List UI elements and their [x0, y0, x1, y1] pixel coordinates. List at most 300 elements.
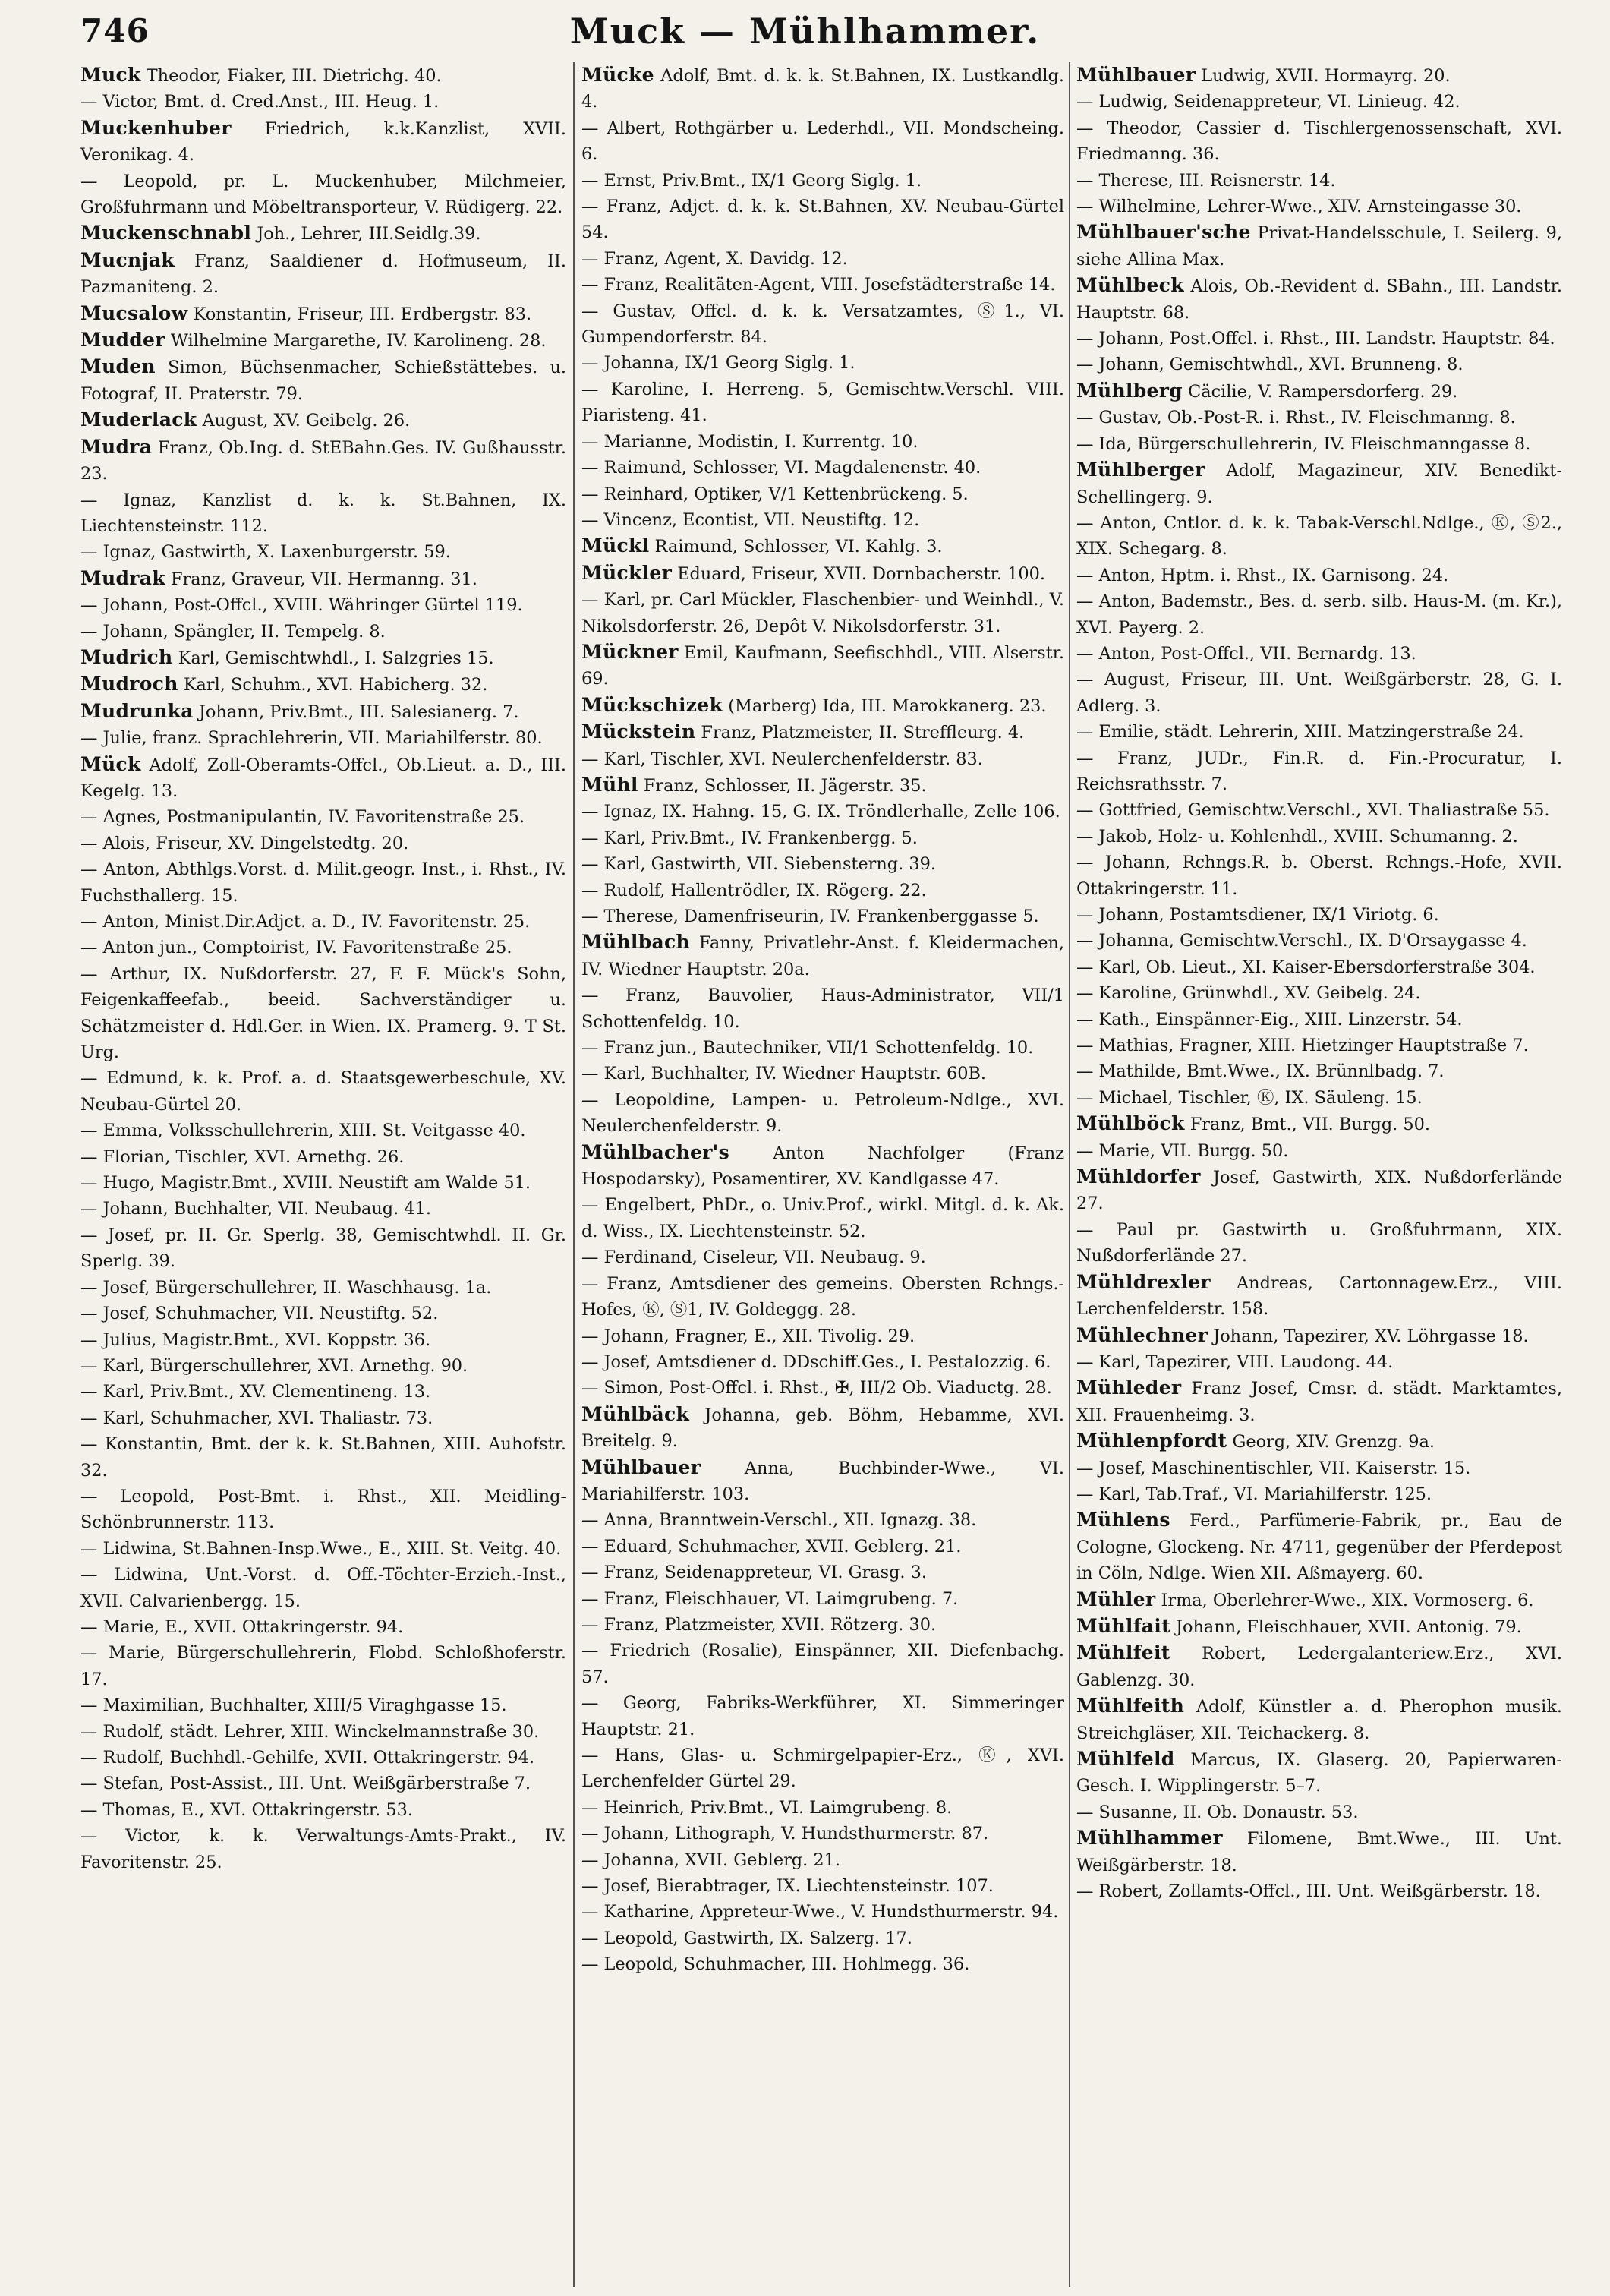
entry-text: — Hugo, Magistr.Bmt., XVIII. Neustift am Walde 51.: [80, 1173, 531, 1194]
entry-text: Wilhelmine Margarethe, IV. Karolineng. 28.: [170, 331, 547, 352]
entry-text: — Josef, Bierabtrager, IX. Liechtensteinstr. 107.: [581, 1876, 994, 1897]
entry-text: — Anton, Abthlgs.Vorst. d. Milit.geogr. Inst., i. Rhst., IV. Fuchsthallerg. 15.: [80, 859, 566, 906]
entry-text: — Karl, pr. Carl Mückler, Flaschenbier- und Weinhdl., V. Nikolsdorferstr. 26, Depôt V. Nikolsdorferstr. 31.: [581, 590, 1064, 636]
directory-entry: [581, 1140, 1064, 1193]
directory-sub-entry: [80, 1614, 566, 1640]
directory-entry: [1076, 1507, 1562, 1586]
directory-sub-entry: [581, 851, 1064, 877]
entry-surname: Mühleder: [1076, 1377, 1182, 1399]
directory-entry: [80, 220, 566, 247]
directory-sub-entry: [80, 89, 566, 115]
entry-text: — Ignaz, Gastwirth, X. Laxenburgerstr. 59.: [80, 542, 451, 563]
directory-entry: [581, 639, 1064, 692]
entry-surname: Mudrich: [80, 645, 173, 668]
entry-text: Adolf, Künstler a. d. Pherophon musik. Streichgläser, XII. Teichackerg. 8.: [1076, 1697, 1562, 1743]
directory-sub-entry: [80, 831, 566, 856]
entry-surname: Mühldorfer: [1076, 1165, 1201, 1188]
entry-text: — Franz, Seidenappreteur, VI. Grasg. 3.: [581, 1563, 928, 1583]
entry-text: — Johann, Fragner, E., XII. Tivolig. 29.: [581, 1326, 915, 1346]
directory-sub-entry: [80, 1301, 566, 1326]
entry-text: Johann, Priv.Bmt., III. Salesianerg. 7.: [198, 702, 519, 722]
entry-text: — Ludwig, Seidenappreteur, VI. Linieug. 42.: [1076, 92, 1460, 112]
entry-surname: Mühlbeck: [1076, 274, 1184, 297]
directory-sub-entry: [581, 1795, 1064, 1821]
entry-text: — Karl, Gastwirth, VII. Siebensterng. 39.: [581, 854, 936, 875]
directory-entry: [581, 719, 1064, 746]
directory-entry: [80, 248, 566, 301]
directory-sub-entry: [1076, 1799, 1562, 1825]
entry-text: — Karoline, I. Herreng. 5, Gemischtw.Verschl. VIII. Piaristeng. 41.: [581, 379, 1064, 426]
directory-sub-entry: [1076, 1138, 1562, 1164]
entry-text: — Rudolf, Hallentrödler, IX. Rögerg. 22.: [581, 880, 927, 900]
entry-text: — Anton jun., Comptoirist, IV. Favoritenstraße 25.: [80, 938, 512, 958]
entry-text: Cäcilie, V. Rampersdorferg. 29.: [1188, 381, 1458, 402]
entry-text: — Kath., Einspänner-Eig., XIII. Linzerstr. 54.: [1076, 1009, 1463, 1030]
entry-text: — Johann, Rchngs.R. b. Oberst. Rchngs.-Hofe, XVII. Ottakringerstr. 11.: [1076, 853, 1562, 899]
entry-surname: Mühlfeit: [1076, 1642, 1170, 1664]
entry-text: — Johanna, IX/1 Georg Siglg. 1.: [581, 353, 855, 374]
entry-text: — Emilie, städt. Lehrerin, XIII. Matzingerstraße 24.: [1076, 722, 1524, 743]
directory-entry: [1076, 378, 1562, 405]
entry-text: Franz Josef, Cmsr. d. städt. Marktamtes, XII. Frauenheimg. 3.: [1076, 1379, 1562, 1425]
entry-surname: Mühldrexler: [1076, 1270, 1211, 1293]
directory-entry: [80, 699, 566, 725]
entry-text: — Albert, Rothgärber u. Lederhdl., VII. Mondscheing. 6.: [581, 118, 1064, 165]
entry-text: Eduard, Friseur, XVII. Dornbacherstr. 100.: [677, 563, 1045, 584]
entry-text: — Friedrich (Rosalie), Einspänner, XII. Diefenbachg. 57.: [581, 1641, 1064, 1687]
entry-surname: Mucnjak: [80, 248, 175, 271]
entry-text: Alois, Ob.-Revident d. SBahn., III. Landstr. Hauptstr. 68.: [1076, 276, 1562, 323]
directory-sub-entry: [581, 825, 1064, 851]
entry-text: — Karl, Tab.Traf., VI. Mariahilferstr. 125.: [1076, 1484, 1432, 1504]
entry-text: — Gottfried, Gemischtw.Verschl., XVI. Thaliastraße 55.: [1076, 800, 1550, 821]
entry-text: Anna, Buchbinder-Wwe., VI. Mariahilferstr. 103.: [581, 1458, 1064, 1504]
entry-text: — Franz, Fleischhauer, VI. Laimgrubeng. 7.: [581, 1588, 959, 1609]
entry-text: — Therese, III. Reisnerstr. 14.: [1076, 170, 1336, 191]
directory-entry: [80, 115, 566, 169]
directory-sub-entry: [1076, 405, 1562, 430]
entry-text: — Julius, Magistr.Bmt., XVI. Koppstr. 36.: [80, 1329, 431, 1350]
entry-text: — Susanne, II. Ob. Donaustr. 53.: [1076, 1802, 1359, 1822]
directory-sub-entry: [581, 1271, 1064, 1323]
entry-text: — Johann, Postamtsdiener, IX/1 Viriotg. 6.: [1076, 905, 1439, 925]
entry-text: — Franz, Amtsdiener des gemeins. Obersten Rchngs.-Hofes, Ⓚ, Ⓢ1, IV. Goldeggg. 28.: [581, 1273, 1064, 1320]
entry-surname: Muckenschnabl: [80, 222, 252, 244]
directory-sub-entry: [581, 246, 1064, 272]
directory-entry: [1076, 1164, 1562, 1217]
directory-sub-entry: [80, 935, 566, 960]
entry-text: — Ignaz, IX. Hahng. 15, G. IX. Tröndlerhalle, Zelle 106.: [581, 802, 1060, 822]
entry-text: — Josef, Bürgerschullehrer, II. Waschhausg. 1a.: [80, 1277, 492, 1298]
directory-sub-entry: [1076, 89, 1562, 115]
directory-sub-entry: [80, 539, 566, 565]
directory-sub-entry: [581, 1323, 1064, 1349]
directory-sub-entry: [1076, 719, 1562, 745]
entry-text: Josef, Gastwirth, XIX. Nußdorferlände 27.: [1076, 1168, 1562, 1214]
entry-text: — Josef, Amtsdiener d. DDschiff.Ges., I. Pestalozzig. 6.: [581, 1351, 1051, 1372]
directory-entry: [1076, 1269, 1562, 1323]
entry-text: — Theodor, Cassier d. Tischlergenossenschaft, XVI. Friedmanng. 36.: [1076, 118, 1562, 165]
entry-surname: Mücke: [581, 64, 654, 86]
entry-surname: Muderlack: [80, 408, 197, 431]
entry-surname: Mückner: [581, 640, 679, 663]
entry-text: Anton Nachfolger (Franz Hospodarsky), Posamentirer, XV. Kandlgasse 47.: [581, 1143, 1064, 1190]
entry-text: Simon, Büchsenmacher, Schießstättebes. u. Fotograf, II. Praterstr. 79.: [80, 358, 566, 404]
directory-sub-entry: [80, 1640, 566, 1692]
entry-text: — Katharine, Appreteur-Wwe., V. Hundsthurmerstr. 94.: [581, 1902, 1059, 1922]
entry-text: Fanny, Privatlehr-Anst. f. Kleidermachen, IV. Wiedner Hauptstr. 20a.: [581, 933, 1064, 979]
directory-sub-entry: [581, 194, 1064, 246]
entry-text: — Marie, VII. Burgg. 50.: [1076, 1140, 1289, 1161]
column-divider: [1069, 62, 1070, 2287]
directory-sub-entry: [581, 1507, 1064, 1533]
entry-text: — Johann, Post-Offcl., XVIII. Währinger Gürtel 119.: [80, 595, 523, 616]
entry-surname: Mudder: [80, 329, 165, 352]
entry-text: Johann, Fleischhauer, XVII. Antonig. 79.: [1176, 1616, 1522, 1637]
directory-sub-entry: [581, 350, 1064, 376]
entry-text: — Edmund, k. k. Prof. a. d. Staatsgewerbeschule, XV. Neubau-Gürtel 20.: [80, 1068, 566, 1115]
entry-text: — Karl, Schuhmacher, XVI. Thaliastr. 73.: [80, 1408, 433, 1428]
entry-text: — Josef, Maschinentischler, VII. Kaiserstr. 15.: [1076, 1458, 1471, 1478]
entry-text: Friedrich, k.k.Kanzlist, XVII. Veronikag. 4.: [80, 118, 566, 166]
directory-sub-entry: [581, 878, 1064, 904]
entry-text: — Johann, Lithograph, V. Hundsthurmerstr. 87.: [581, 1824, 989, 1844]
entry-text: — Gustav, Ob.-Post-R. i. Rhst., IV. Fleischmanng. 8.: [1076, 408, 1516, 428]
entry-text: — Anton, Post-Offcl., VII. Bernardg. 13.: [1076, 643, 1416, 664]
entry-text: — Gustav, Offcl. d. k. k. Versatzamtes, Ⓢ1., VI. Gumpendorferstr. 84.: [581, 301, 1064, 348]
directory-entry: [80, 62, 566, 89]
entry-text: Andreas, Cartonnagew.Erz., VIII. Lerchenfelderstr. 158.: [1076, 1273, 1562, 1320]
directory-sub-entry: [1076, 194, 1562, 219]
entry-text: — Stefan, Post-Assist., III. Unt. Weißgärberstraße 7.: [80, 1774, 531, 1794]
entry-text: Ludwig, XVII. Hormayrg. 20.: [1201, 66, 1451, 86]
entry-text: — Johann, Gemischtwhdl., XVI. Brunneng. 8.: [1076, 355, 1463, 375]
entry-surname: Mühlfeith: [1076, 1695, 1185, 1717]
entry-text: Johanna, geb. Böhm, Hebamme, XVI. Breitelg. 9.: [581, 1405, 1064, 1452]
entry-text: — Ignaz, Kanzlist d. k. k. St.Bahnen, IX. Liechtensteinstr. 112.: [80, 490, 566, 536]
entry-text: — Johann, Spängler, II. Tempelg. 8.: [80, 621, 386, 642]
entry-text: — Therese, Damenfriseurin, IV. Frankenberggasse 5.: [581, 907, 1039, 926]
entry-text: — Johanna, Gemischtw.Verschl., IX. D'Orsaygasse 4.: [1076, 931, 1527, 951]
entry-text: — Karl, Tapezirer, VIII. Laudong. 44.: [1076, 1351, 1394, 1372]
entry-text: — Paul pr. Gastwirth u. Großfuhrmann, XIX. Nußdorferlände 27.: [1076, 1219, 1562, 1266]
entry-text: — Robert, Zollamts-Offcl., III. Unt. Weißgärberstr. 18.: [1076, 1881, 1541, 1902]
entry-text: — Karl, Ob. Lieut., XI. Kaiser-Ebersdorferstraße 304.: [1076, 957, 1536, 977]
entry-text: — Anton, Hptm. i. Rhst., IX. Garnisong. 24.: [1076, 565, 1449, 585]
entry-text: — Raimund, Schlosser, VI. Magdalenenstr. 40.: [581, 458, 981, 478]
directory-sub-entry: [1076, 1058, 1562, 1084]
directory-sub-entry: [80, 1745, 566, 1771]
directory-entry: [581, 1402, 1064, 1455]
directory-entry: [1076, 457, 1562, 510]
entry-text: — Anton, Cntlor. d. k. k. Tabak-Verschl.Ndlge., Ⓚ, Ⓢ2., XIX. Schegarg. 8.: [1076, 512, 1562, 560]
entry-surname: Mudra: [80, 435, 153, 458]
directory-sub-entry: [1076, 1085, 1562, 1111]
entry-surname: Mühlfeld: [1076, 1748, 1175, 1770]
directory-sub-entry: [581, 1534, 1064, 1560]
directory-sub-entry: [581, 1899, 1064, 1925]
directory-sub-entry: [80, 1484, 566, 1536]
directory-sub-entry: [1076, 431, 1562, 457]
entry-text: — Johanna, XVII. Geblerg. 21.: [581, 1850, 840, 1870]
entry-surname: Mühlens: [1076, 1509, 1170, 1531]
entry-text: — Karl, Priv.Bmt., XV. Clementineng. 13.: [80, 1382, 431, 1402]
entry-text: Franz, Bmt., VII. Burgg. 50.: [1189, 1115, 1431, 1135]
directory-entry: [80, 354, 566, 407]
directory-sub-entry: [581, 429, 1064, 455]
entry-surname: Mühlbach: [581, 931, 691, 954]
directory-sub-entry: [1076, 1456, 1562, 1481]
directory-sub-entry: [1076, 954, 1562, 980]
entry-text: Filomene, Bmt.Wwe., III. Unt. Weißgärberstr. 18.: [1076, 1829, 1562, 1875]
directory-sub-entry: [80, 1275, 566, 1301]
entry-text: — Franz, Adjct. d. k. k. St.Bahnen, XV. Neubau-Gürtel 54.: [581, 197, 1064, 243]
entry-text: — Karl, Priv.Bmt., IV. Frankenbergg. 5.: [581, 828, 918, 848]
entry-surname: Mühlbacher's: [581, 1140, 730, 1163]
directory-sub-entry: [80, 1562, 566, 1614]
entry-text: — Karl, Buchhalter, IV. Wiedner Hauptstr. 60B.: [581, 1064, 987, 1084]
entry-text: — Franz, Bauvolier, Haus-Administrator, VII/1 Schottenfeldg. 10.: [581, 986, 1064, 1032]
entry-text: — Mathilde, Bmt.Wwe., IX. Brünnlbadg. 7.: [1076, 1061, 1445, 1082]
entry-text: — Wilhelmine, Lehrer-Wwe., XIV. Arnsteingasse 30.: [1076, 197, 1522, 217]
directory-sub-entry: [80, 1065, 566, 1118]
directory-sub-entry: [1076, 902, 1562, 928]
directory-sub-entry: [80, 1536, 566, 1562]
directory-sub-entry: [80, 1405, 566, 1431]
directory-entry: [1076, 273, 1562, 326]
directory-sub-entry: [80, 1170, 566, 1196]
directory-entry: [581, 929, 1064, 982]
entry-text: — Emma, Volksschullehrerin, XIII. St. Veitgasse 40.: [80, 1121, 526, 1141]
entry-text: Johann, Tapezirer, XV. Löhrgasse 18.: [1213, 1326, 1529, 1346]
directory-sub-entry: [581, 1925, 1064, 1951]
entry-text: — Ernst, Priv.Bmt., IX/1 Georg Siglg. 1.: [581, 170, 922, 191]
directory-entry: [581, 62, 1064, 115]
entry-text: — Eduard, Schuhmacher, XVII. Geblerg. 21.: [581, 1536, 962, 1556]
directory-entry: [80, 407, 566, 434]
directory-entry: [80, 645, 566, 671]
entry-text: — Michael, Tischler, Ⓚ, IX. Säuleng. 15.: [1076, 1087, 1423, 1108]
directory-sub-entry: [1076, 1217, 1562, 1269]
entry-text: — Lidwina, Unt.-Vorst. d. Off.-Töchter-Erzieh.-Inst., XVII. Calvarienbergg. 15.: [80, 1565, 566, 1611]
page-header: [0, 0, 1610, 59]
entry-surname: Mückl: [581, 535, 650, 557]
directory-sub-entry: [80, 1379, 566, 1405]
directory-sub-entry: [581, 1375, 1064, 1401]
entry-text: Franz, Ob.Ing. d. StEBahn.Ges. IV. Gußhausstr. 23.: [80, 437, 566, 484]
directory-entry: [581, 772, 1064, 799]
directory-sub-entry: [1076, 1007, 1562, 1033]
entry-text: Theodor, Fiaker, III. Dietrichg. 40.: [146, 66, 442, 86]
entry-text: Ferd., Parfümerie-Fabrik, pr., Eau de Cologne, Glockeng. Nr. 4711, gegenüber der Pferdepost in Cöln, Ndlge. Wien XII. Aßmayerg. 60.: [1076, 1511, 1562, 1584]
entry-text: — Leopold, Schuhmacher, III. Hohlmegg. 36.: [581, 1954, 970, 1975]
entry-surname: Mühlbauer: [581, 1456, 701, 1478]
directory-entry: [80, 327, 566, 354]
directory-sub-entry: [80, 1771, 566, 1796]
entry-text: — Marie, Bürgerschullehrerin, Flobd. Schloßhoferstr. 17.: [80, 1643, 566, 1689]
directory-sub-entry: [80, 1222, 566, 1275]
directory-sub-entry: [1076, 352, 1562, 377]
entry-text: — Anna, Branntwein-Verschl., XII. Ignazg. 38.: [581, 1510, 977, 1531]
entry-text: — Georg, Fabriks-Werkführer, XI. Simmeringer Hauptstr. 21.: [581, 1693, 1064, 1739]
directory-sub-entry: [581, 982, 1064, 1035]
entry-text: August, XV. Geibelg. 26.: [202, 411, 411, 431]
directory-sub-entry: [1076, 824, 1562, 850]
entry-text: — Florian, Tischler, XVI. Arnethg. 26.: [80, 1146, 405, 1167]
entry-text: — Josef, Schuhmacher, VII. Neustiftg. 52.: [80, 1304, 439, 1324]
entry-text: — Franz, Realitäten-Agent, VIII. Josefstädterstraße 14.: [581, 275, 1056, 295]
directory-sub-entry: [1076, 1033, 1562, 1058]
directory-sub-entry: [1076, 928, 1562, 954]
directory-sub-entry: [581, 168, 1064, 194]
directory-entry: [1076, 1587, 1562, 1613]
directory-entry: [581, 533, 1064, 560]
directory-sub-entry: [581, 272, 1064, 298]
entry-surname: Mudrunka: [80, 699, 194, 722]
entry-text: — Vincenz, Econtist, VII. Neustiftg. 12.: [581, 509, 920, 530]
directory-sub-entry: [581, 1690, 1064, 1742]
entry-text: Franz, Schlosser, II. Jägerstr. 35.: [643, 775, 927, 796]
entry-surname: Mühlböck: [1076, 1112, 1185, 1135]
directory-entry: [1076, 1825, 1562, 1878]
entry-text: Georg, XIV. Grenzg. 9a.: [1232, 1432, 1435, 1452]
directory-sub-entry: [581, 1244, 1064, 1270]
entry-text: — Reinhard, Optiker, V/1 Kettenbrückeng. 5.: [581, 484, 969, 504]
directory-sub-entry: [581, 1873, 1064, 1899]
directory-entry: [1076, 62, 1562, 89]
entry-text: — Thomas, E., XVI. Ottakringerstr. 53.: [80, 1799, 413, 1820]
entry-text: — Victor, Bmt. d. Cred.Anst., III. Heug. 1.: [80, 92, 440, 112]
directory-sub-entry: [1076, 168, 1562, 194]
entry-surname: Mück: [80, 752, 141, 775]
directory-column-1: [80, 62, 566, 2296]
directory-entry: [1076, 1323, 1562, 1349]
directory-sub-entry: [581, 587, 1064, 639]
entry-text: — Karl, Tischler, XVI. Neulerchenfelderstr. 83.: [581, 749, 983, 769]
entry-text: — Konstantin, Bmt. der k. k. St.Bahnen, XIII. Auhofstr. 32.: [80, 1434, 566, 1481]
entry-surname: Mühlechner: [1076, 1323, 1208, 1346]
page-number: 746: [80, 12, 150, 49]
directory-sub-entry: [1076, 667, 1562, 719]
entry-text: — Arthur, IX. Nußdorferstr. 27, F. F. Mück's Sohn, Feigenkaffeefab., beeid. Sachverständiger u. Schätzmeister d. Hdl.Ger. in Wien. IX. Pramerg. 9. T St. Urg.: [80, 964, 566, 1063]
entry-surname: Mühlbäck: [581, 1402, 690, 1425]
directory-sub-entry: [80, 725, 566, 751]
entry-surname: Mühlberg: [1076, 379, 1183, 402]
entry-text: — Rudolf, Buchhdl.-Gehilfe, XVII. Ottakringerstr. 94.: [80, 1748, 535, 1768]
entry-text: Robert, Ledergalanteriew.Erz., XVI. Gablenzg. 30.: [1076, 1644, 1562, 1690]
entry-text: — Franz, Platzmeister, XVII. Rötzerg. 30.: [581, 1614, 937, 1635]
entry-text: Joh., Lehrer, III.Seidlg.39.: [257, 224, 481, 244]
entry-text: — Anton, Minist.Dir.Adjct. a. D., IV. Favoritenstr. 25.: [80, 912, 531, 932]
entry-surname: Muden: [80, 355, 156, 378]
entry-text: Franz, Platzmeister, II. Streffleurg. 4.: [701, 723, 1025, 743]
directory-sub-entry: [581, 1586, 1064, 1612]
directory-entry: [1076, 219, 1562, 273]
directory-column-2: [581, 62, 1064, 2296]
directory-entry: [80, 671, 566, 698]
directory-sub-entry: [80, 1353, 566, 1379]
directory-sub-entry: [581, 1847, 1064, 1873]
entry-surname: Mückler: [581, 561, 673, 584]
entry-text: — Lidwina, St.Bahnen-Insp.Wwe., E., XIII. St. Veitg. 40.: [80, 1538, 562, 1559]
directory-sub-entry: [581, 1192, 1064, 1244]
entry-text: — Franz, Agent, X. Davidg. 12.: [581, 248, 848, 269]
entry-text: — Julie, franz. Sprachlehrerin, VII. Mariahilferstr. 80.: [80, 728, 543, 749]
entry-surname: Mühlbauer: [1076, 64, 1196, 86]
directory-sub-entry: [1076, 510, 1562, 563]
entry-surname: Mückstein: [581, 721, 696, 743]
directory-sub-entry: [581, 1612, 1064, 1638]
directory-sub-entry: [1076, 1349, 1562, 1375]
directory-entry: [1076, 1375, 1562, 1428]
directory-entry: [80, 434, 566, 487]
entry-text: (Marberg) Ida, III. Marokkanerg. 23.: [728, 695, 1047, 716]
entry-text: Raimund, Schlosser, VI. Kahlg. 3.: [654, 537, 943, 557]
entry-text: — Engelbert, PhDr., o. Univ.Prof., wirkl. Mitgl. d. k. Ak. d. Wiss., IX. Liechtensteinstr. 52.: [581, 1195, 1064, 1241]
directory-entry: [581, 692, 1064, 719]
directory-sub-entry: [581, 115, 1064, 168]
directory-entry: [1076, 1613, 1562, 1640]
entry-surname: Mucsalow: [80, 301, 188, 324]
entry-text: Privat-Handelsschule, I. Seilerg. 9, siehe Allina Max.: [1076, 223, 1562, 270]
directory-sub-entry: [80, 487, 566, 540]
directory-sub-entry: [581, 1087, 1064, 1140]
entry-text: Irma, Oberlehrer-Wwe., XIX. Vormoserg. 6.: [1161, 1590, 1534, 1610]
entry-surname: Mühler: [1076, 1588, 1156, 1610]
directory-sub-entry: [80, 1797, 566, 1823]
entry-surname: Mühlfait: [1076, 1614, 1170, 1637]
directory-sub-entry: [1076, 115, 1562, 168]
entry-text: — Agnes, Postmanipulantin, IV. Favoritenstraße 25.: [80, 807, 525, 828]
entry-surname: Mudrak: [80, 566, 165, 589]
directory-sub-entry: [80, 909, 566, 935]
directory-sub-entry: [581, 799, 1064, 825]
directory-sub-entry: [581, 1035, 1064, 1061]
directory-sub-entry: [80, 1719, 566, 1745]
entry-surname: Muckenhuber: [80, 116, 232, 139]
entry-text: — Johann, Buchhalter, VII. Neubaug. 41.: [80, 1199, 431, 1219]
directory-entry: [1076, 1428, 1562, 1455]
entry-text: — Ferdinand, Ciseleur, VII. Neubaug. 9.: [581, 1247, 926, 1268]
entry-surname: Mühlhammer: [1076, 1827, 1223, 1850]
entry-text: — Josef, pr. II. Gr. Sperlg. 38, Gemischtwhdl. II. Gr. Sperlg. 39.: [80, 1225, 566, 1272]
entry-text: — Mathias, Fragner, XIII. Hietzinger Hauptstraße 7.: [1076, 1036, 1529, 1056]
directory-entry: [80, 301, 566, 327]
directory-sub-entry: [581, 1061, 1064, 1086]
entry-text: Franz, Graveur, VII. Hermanng. 31.: [170, 569, 477, 589]
directory-sub-entry: [80, 1823, 566, 1875]
directory-sub-entry: [80, 856, 566, 909]
directory-sub-entry: [80, 619, 566, 645]
directory-sub-entry: [80, 1196, 566, 1222]
entry-text: — Marie, E., XVII. Ottakringerstr. 94.: [80, 1616, 404, 1637]
directory-sub-entry: [581, 1951, 1064, 1977]
directory-column-3: [1076, 62, 1562, 2296]
directory-sub-entry: [80, 1118, 566, 1143]
entry-text: — Ida, Bürgerschullehrerin, IV. Fleischmanngasse 8.: [1076, 434, 1531, 454]
directory-sub-entry: [80, 169, 566, 221]
directory-entry: [581, 560, 1064, 587]
directory-sub-entry: [80, 1692, 566, 1718]
entry-surname: Muck: [80, 64, 141, 86]
directory-sub-entry: [1076, 980, 1562, 1006]
directory-sub-entry: [581, 1560, 1064, 1585]
directory-sub-entry: [581, 746, 1064, 772]
entry-text: — Franz, JUDr., Fin.R. d. Fin.-Procuratur, I. Reichsrathsstr. 7.: [1076, 748, 1562, 794]
entry-text: — Victor, k. k. Verwaltungs-Amts-Prakt., IV. Favoritenstr. 25.: [80, 1826, 566, 1872]
entry-text: — Heinrich, Priv.Bmt., VI. Laimgrubeng. 8.: [581, 1797, 953, 1818]
directory-sub-entry: [1076, 641, 1562, 667]
